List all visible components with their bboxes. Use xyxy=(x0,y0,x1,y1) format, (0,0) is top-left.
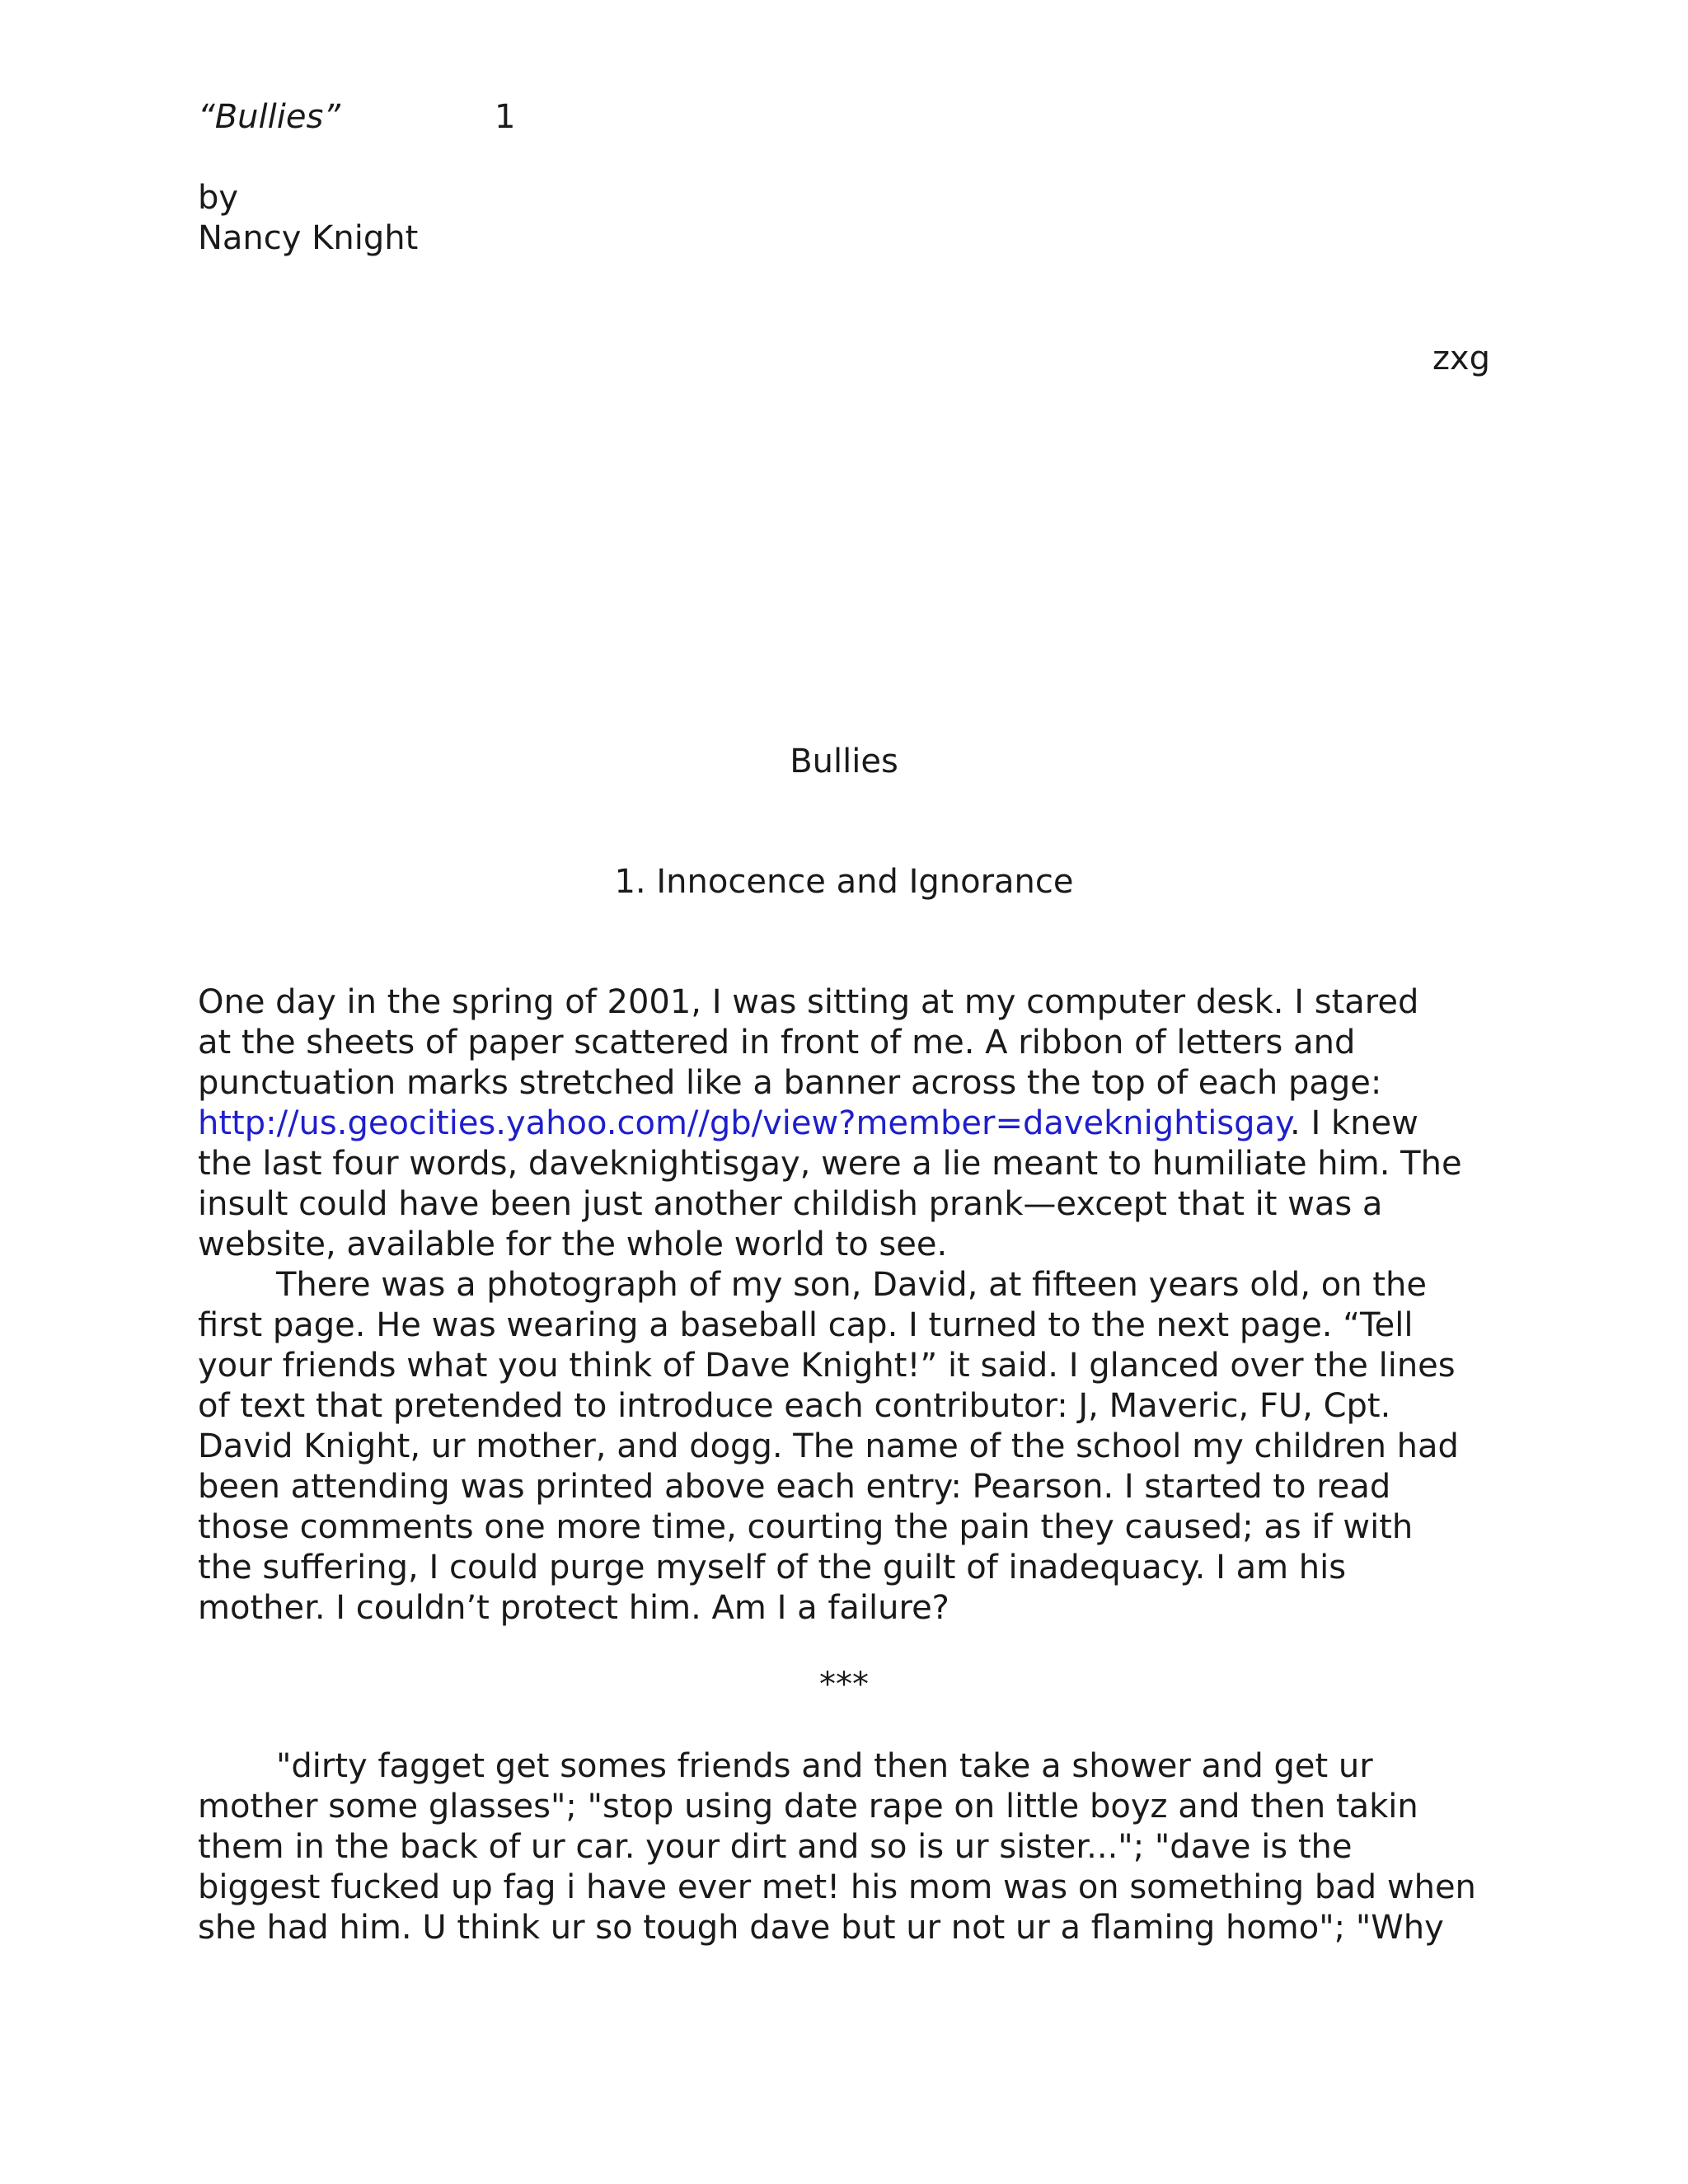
byline xyxy=(198,178,418,259)
text-line: One day in the spring of 2001, I was sitting at my computer desk. I stared xyxy=(198,983,1419,1021)
text-line: mother. I couldn’t protect him. Am I a failure? xyxy=(198,1589,950,1627)
text-line xyxy=(198,1104,1500,1144)
document-title: Bullies xyxy=(790,743,898,780)
text-line: insult could have been just another childish prank—except that it was a xyxy=(198,1185,1383,1223)
text-line: at the sheets of paper scattered in front of me. A ribbon of letters and xyxy=(198,1024,1356,1062)
text-line: those comments one more time, courting the pain they caused; as if with xyxy=(198,1508,1414,1546)
text-line: she had him. U think ur so tough dave but ur not ur a flaming homo"; "Why xyxy=(198,1909,1444,1947)
paragraph-1 xyxy=(198,982,1500,1629)
text-line: first page. He was wearing a baseball cap. I turned to the next page. “Tell xyxy=(198,1306,1414,1344)
text-span: . I knew xyxy=(1290,1104,1418,1142)
paragraph-3 xyxy=(198,1746,1500,1948)
text-line: them in the back of ur car. your dirt and so is ur sister..."; "dave is the xyxy=(198,1828,1353,1866)
section-separator: *** xyxy=(819,1666,869,1704)
chapter-title: 1. Innocence and Ignorance xyxy=(614,863,1074,901)
text-line: David Knight, ur mother, and dogg. The name of the school my children had xyxy=(198,1427,1459,1465)
text-line: punctuation marks stretched like a banner across the top of each page: xyxy=(198,1064,1382,1102)
text-line: the suffering, I could purge myself of the guilt of inadequacy. I am his xyxy=(198,1549,1347,1586)
running-header-title: “Bullies” xyxy=(198,98,341,136)
text-line: of text that pretended to introduce each contributor: J, Maveric, FU, Cpt. xyxy=(198,1387,1391,1425)
geocities-link[interactable]: http://us.geocities.yahoo.com//gb/view?member=daveknightisgay xyxy=(198,1104,1291,1142)
text-line: your friends what you think of Dave Knight!” it said. I glanced over the lines xyxy=(198,1347,1456,1385)
byline-by: by xyxy=(198,179,239,217)
text-line: the last four words, daveknightisgay, were a lie meant to humiliate him. The xyxy=(198,1145,1462,1183)
text-line: website, available for the whole world to see. xyxy=(198,1226,948,1263)
text-line: mother some glasses"; "stop using date rape on little boyz and then takin xyxy=(198,1788,1418,1825)
page-number: 1 xyxy=(495,98,516,136)
author-name: Nancy Knight xyxy=(198,219,419,257)
document-code: zxg xyxy=(1432,340,1490,377)
text-line: biggest fucked up fag i have ever met! his mom was on something bad when xyxy=(198,1868,1476,1906)
text-line: been attending was printed above each entry: Pearson. I started to read xyxy=(198,1468,1391,1506)
text-line: There was a photograph of my son, David, at fifteen years old, on the xyxy=(276,1266,1427,1304)
text-line: "dirty fagget get somes friends and then take a shower and get ur xyxy=(276,1747,1373,1785)
